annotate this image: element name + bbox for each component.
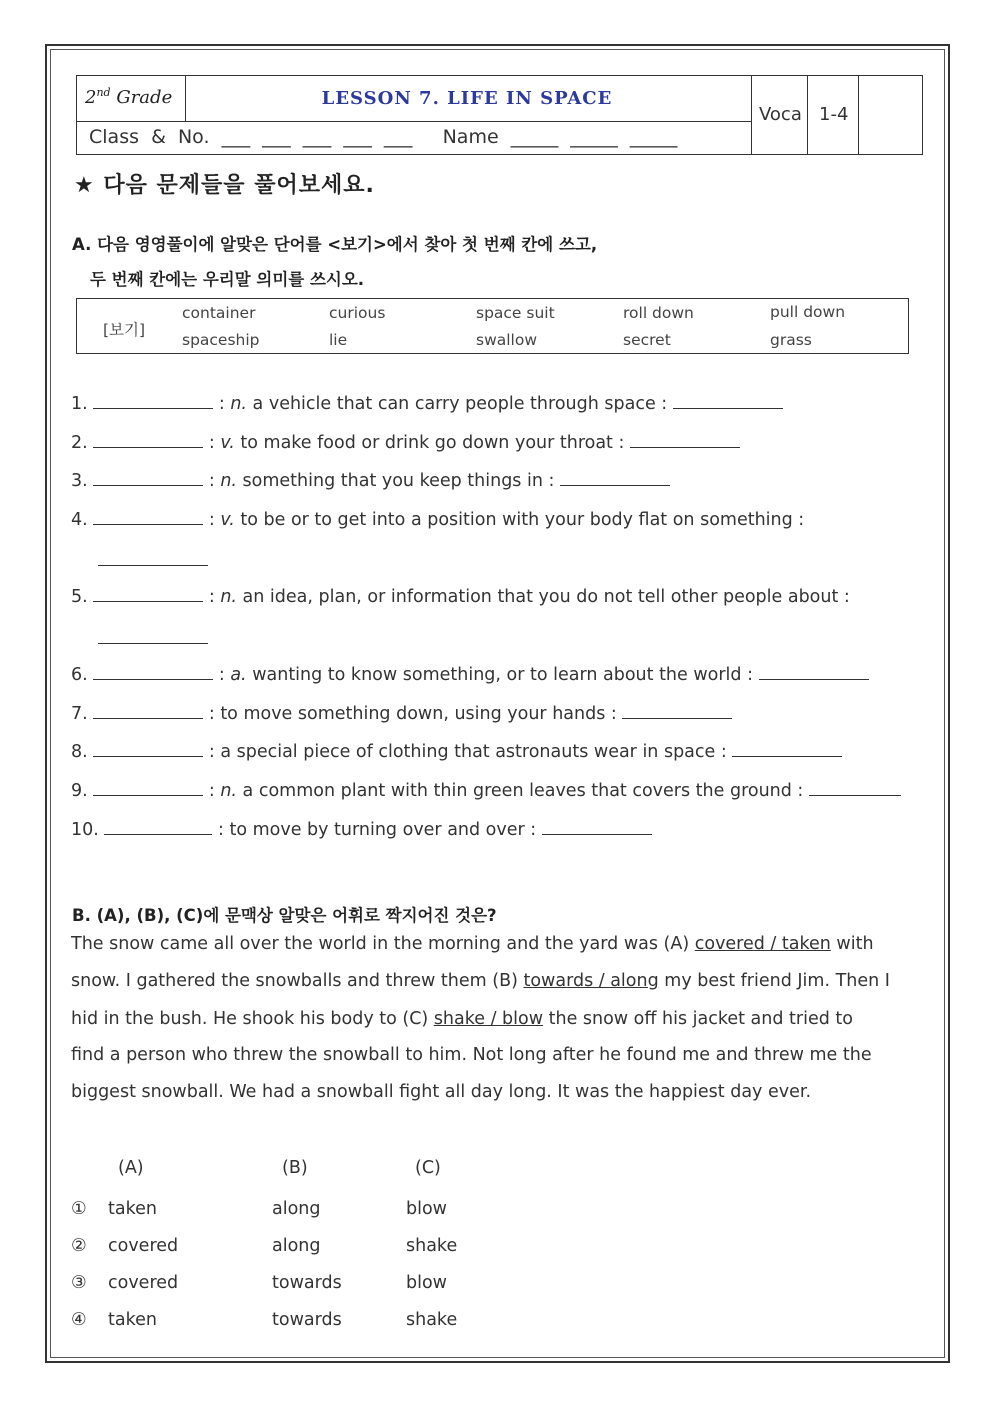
question-8: 8. : a special piece of clothing that astronauts wear in space :: [71, 739, 842, 762]
word-bank-item: pull down: [770, 303, 846, 321]
option-mark: ①: [71, 1199, 87, 1219]
option-c: shake: [406, 1310, 458, 1330]
answer-blank-meaning[interactable]: [560, 468, 670, 486]
passage-line: hid in the bush. He shook his body to (C) shake / blow the snow off his jacket and tried to: [71, 1009, 853, 1029]
question-1: 1. : n. a vehicle that can carry people through space :: [71, 391, 783, 414]
answer-blank-meaning[interactable]: [732, 739, 842, 757]
question-10: 10. : to move by turning over and over :: [71, 817, 652, 840]
option-b: along: [272, 1199, 321, 1219]
column-header-c: (C): [415, 1158, 441, 1178]
answer-blank-meaning[interactable]: [542, 817, 652, 835]
class-name-line: Class & No. ___ ___ ___ ___ ___ Name _____ _____ _____: [89, 126, 678, 148]
option-b: along: [272, 1236, 321, 1256]
answer-blank-word[interactable]: [93, 507, 203, 525]
word-bank-item: container: [182, 304, 256, 322]
lesson-title: LESSON 7. LIFE IN SPACE: [321, 88, 613, 109]
word-bank-item: secret: [623, 331, 671, 349]
header-divider: [77, 121, 751, 122]
option-b: towards: [272, 1273, 342, 1293]
option-mark: ④: [71, 1310, 87, 1330]
question-7: 7. : to move something down, using your hands :: [71, 701, 732, 724]
answer-blank-word[interactable]: [104, 817, 212, 835]
answer-blank-meaning[interactable]: [630, 430, 740, 448]
voca-label: Voca: [759, 104, 802, 125]
option-b: towards: [272, 1310, 342, 1330]
option-c: shake: [406, 1236, 458, 1256]
word-bank-item: grass: [770, 331, 812, 349]
question-5: 5. : n. an idea, plan, or information that you do not tell other people about :: [71, 584, 850, 607]
answer-blank-meaning[interactable]: [622, 701, 732, 719]
word-bank-item: spaceship: [182, 331, 260, 349]
header-divider: [751, 76, 752, 154]
header-divider: [807, 76, 808, 154]
word-bank-item: roll down: [623, 304, 694, 322]
option-a: covered: [108, 1273, 179, 1293]
passage-line: find a person who threw the snowball to him. Not long after he found me and threw me the: [71, 1045, 872, 1065]
choice-c: shake / blow: [433, 1009, 544, 1029]
question-9: 9. : n. a common plant with thin green leaves that covers the ground :: [71, 778, 901, 801]
header-divider: [858, 76, 859, 154]
answer-blank-word[interactable]: [93, 468, 203, 486]
answer-blank-word[interactable]: [93, 430, 203, 448]
question-6: 6. : a. wanting to know something, or to learn about the world :: [71, 662, 869, 685]
answer-blank-word[interactable]: [93, 778, 203, 796]
section-a-subtitle: 두 번째 칸에는 우리말 의미를 쓰시오.: [90, 270, 365, 289]
answer-blank-meaning[interactable]: [673, 391, 783, 409]
answer-blank-word[interactable]: [93, 739, 203, 757]
option-a: covered: [108, 1236, 179, 1256]
word-bank-item: swallow: [476, 331, 538, 349]
answer-blank-meaning[interactable]: [809, 778, 901, 796]
answer-blank-word[interactable]: [93, 701, 203, 719]
header-divider: [185, 76, 186, 121]
grade-label: 2nd Grade: [85, 86, 173, 108]
word-bank-item: space suit: [476, 304, 555, 322]
section-a-title: A. 다음 영영풀이에 알맞은 단어를 <보기>에서 찾아 첫 번째 칸에 쓰고,: [72, 235, 598, 254]
lesson-range: 1-4: [819, 104, 849, 125]
option-a: taken: [108, 1199, 157, 1219]
question-2: 2. : v. to make food or drink go down your throat :: [71, 430, 740, 453]
answer-blank-meaning[interactable]: [98, 643, 208, 644]
answer-blank-word[interactable]: [93, 391, 213, 409]
section-b-title: B. (A), (B), (C)에 문맥상 알맞은 어휘로 짝지어진 것은?: [72, 906, 497, 925]
option-mark: ②: [71, 1236, 87, 1256]
option-c: blow: [406, 1199, 447, 1219]
option-a: taken: [108, 1310, 157, 1330]
answer-blank-word[interactable]: [93, 662, 213, 680]
instruction-title: ★ 다음 문제들을 풀어보세요.: [74, 173, 375, 198]
passage-line: snow. I gathered the snowballs and threw them (B) towards / along my best friend Jim. Then I: [71, 971, 890, 991]
word-bank-item: curious: [329, 304, 386, 322]
word-bank-label: [보기]: [103, 321, 146, 339]
option-mark: ③: [71, 1273, 87, 1293]
answer-blank-meaning[interactable]: [98, 565, 208, 566]
choice-a: covered / taken: [694, 934, 831, 954]
choice-b: towards / along: [523, 971, 659, 991]
passage-line: The snow came all over the world in the morning and the yard was (A) covered / taken with: [71, 934, 874, 954]
header-table: [76, 75, 923, 155]
answer-blank-meaning[interactable]: [759, 662, 869, 680]
passage-line: biggest snowball. We had a snowball fight all day long. It was the happiest day ever.: [71, 1082, 812, 1102]
word-bank-item: lie: [329, 331, 348, 349]
option-c: blow: [406, 1273, 447, 1293]
column-header-a: (A): [118, 1158, 144, 1178]
column-header-b: (B): [282, 1158, 308, 1178]
word-bank: [76, 298, 909, 354]
question-3: 3. : n. something that you keep things in :: [71, 468, 670, 491]
question-4: 4. : v. to be or to get into a position with your body flat on something :: [71, 507, 804, 530]
answer-blank-word[interactable]: [93, 584, 203, 602]
